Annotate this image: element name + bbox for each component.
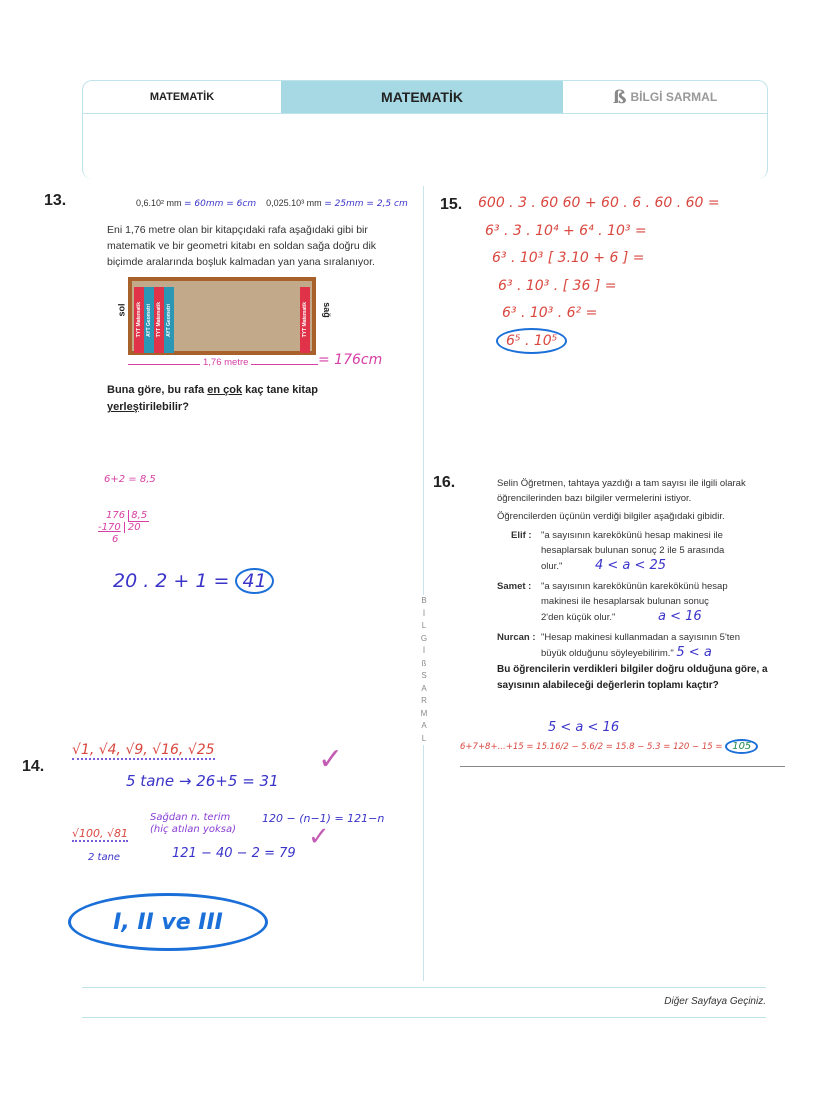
handwriting: 121 − 40 − 2 = 79: [172, 846, 296, 861]
statement-text: "a sayısının karekökünü hesap makinesi ile hesaplarsak bulunan sonuç 2 ile 5 arasında olur.": [541, 530, 725, 572]
q13-result: [113, 570, 274, 592]
book-spine-label: AYT Geometri: [166, 303, 172, 337]
student-statements: [497, 528, 777, 661]
book: [300, 287, 310, 353]
handwriting: 4 < a < 25: [594, 558, 667, 573]
book: [164, 287, 174, 353]
q-text: kaç tane kitap: [242, 384, 318, 396]
dividend: 176: [106, 510, 126, 521]
q-emphasis: yerleş: [107, 401, 139, 413]
student-name: Elif :: [511, 530, 532, 541]
brand: [563, 81, 767, 113]
given-2: 0,025.10³ mm: [266, 198, 322, 208]
divisor: 8,5: [128, 510, 149, 522]
brand-logo-icon: ß: [612, 86, 627, 108]
student-name: Samet :: [497, 581, 532, 592]
book: [154, 287, 164, 353]
handwriting: 2 tane: [88, 852, 121, 863]
question-number: 15.: [440, 196, 463, 213]
handwriting: √100, √81: [72, 827, 129, 840]
work-line: 6³ . 10³ [ 3.10 + 6 ] =: [492, 250, 645, 266]
remainder: 6: [112, 534, 119, 545]
statement-text: "a sayısının karekökünün karekökünü hesap makinesi ile hesaplarsak bulunan sonuç 2'den küçük olur.": [541, 581, 728, 623]
work-line: 6³ . 10³ . 6² =: [502, 305, 598, 321]
right-label: sağ: [321, 302, 332, 318]
handwriting: 20 . 2 + 1 =: [113, 570, 230, 592]
q13-given: [136, 195, 408, 212]
divider-text: B İ L G İ ß S A R M A L: [420, 596, 428, 743]
subject-tab-left: MATEMATİK: [149, 91, 215, 103]
answer-underline: [460, 766, 785, 767]
book-spine-label: TYT Matematik: [136, 302, 142, 338]
brand-name: BİLGİ SARMAL: [630, 90, 718, 104]
note-line: (hiç atılan yoksa): [150, 824, 237, 835]
note-line: Sağdan n. terim: [150, 812, 231, 823]
given-1: 0,6.10² mm: [136, 198, 182, 208]
intro-text: Öğrencilerden üçünün verdiği bilgiler aşağıdaki gibidir.: [497, 511, 725, 522]
student-name: Nurcan :: [497, 632, 536, 643]
answer: 6⁵ . 10⁵: [496, 328, 567, 354]
q-emphasis: en çok: [207, 384, 243, 396]
question-number: 13.: [44, 192, 67, 209]
note: [150, 812, 236, 836]
column-divider: [423, 186, 424, 981]
handwriting: 6+2 = 8,5: [104, 474, 156, 485]
q13-text: Eni 1,76 metre olan bir kitapçıdaki rafa aşağıdaki gibi bir matematik ve bir geometri kitabı en soldan sağa doğru dik biçimde aralarında boşluk kalmadan yan yana sıralanıyor.: [107, 224, 377, 268]
checkmark-icon: ✓: [308, 822, 330, 852]
handwriting: 6+7+8+...+15 = 15.16/2 − 5.6/2 = 15.8 − 5.3 = 120 − 15 =: [460, 742, 723, 752]
work-line: 600 . 3 . 60 60 + 60 . 6 . 60 . 60 =: [478, 195, 720, 211]
q16-sum: [460, 741, 758, 752]
checkmark-icon: ✓: [318, 742, 344, 777]
q16-question: Bu öğrencilerin verdikleri bilgiler doğru olduğuna göre, a sayısının alabileceği değerlerin toplamı kaçtır?: [497, 664, 768, 691]
work-line: 6³ . 3 . 10⁴ + 6⁴ . 10³ =: [485, 222, 647, 239]
handwriting: = 60mm = 6cm: [184, 199, 257, 209]
shelf-figure: [115, 277, 332, 357]
q-text: tirilebilir?: [138, 401, 189, 413]
handwriting: 120 − (n−1) = 121−n: [262, 812, 385, 825]
statement-elif: [511, 528, 777, 574]
handwriting: = 176cm: [318, 352, 383, 368]
book-spine-label: AYT Geometri: [146, 303, 152, 337]
q-text: Buna göre, bu rafa: [107, 384, 208, 396]
quotient: 20: [124, 522, 141, 533]
answer: I, II ve III: [68, 893, 268, 951]
book: [134, 287, 144, 353]
page-header: [82, 80, 768, 179]
question-number: 14.: [22, 758, 45, 775]
book-spine-label: TYT Matematik: [156, 302, 162, 338]
answer: 105: [725, 739, 758, 754]
subtrahend: -170: [98, 522, 121, 533]
statement-nurcan: [497, 630, 777, 661]
long-division: [98, 510, 149, 546]
subject-tab-center: MATEMATİK: [281, 81, 563, 113]
answer: 41: [235, 568, 273, 594]
q13-question: [107, 382, 347, 416]
handwriting: 5 tane → 26+5 = 31: [126, 772, 279, 790]
book-spine-label: TYT Matematik: [302, 302, 308, 338]
handwriting: 5 < a: [676, 645, 712, 660]
book: [144, 287, 154, 353]
intro-text: Selin Öğretmen, tahtaya yazdığı a tam sayısı ile ilgili olarak öğrencilerinden bazı bilgiler vermelerini istiyor.: [497, 478, 746, 504]
footer-line: [82, 1017, 766, 1018]
handwriting: √1, √4, √9, √16, √25: [72, 742, 215, 758]
q15-work: [478, 190, 720, 355]
statement-text: "Hesap makinesi kullanmadan a sayısının 5'ten büyük olduğunu söyleyebilirim.": [541, 632, 740, 659]
footer-line: [82, 987, 766, 988]
shelf: [128, 277, 316, 355]
left-label: sol: [116, 303, 127, 317]
question-number: 16.: [433, 474, 456, 491]
next-page-note: Diğer Sayfaya Geçiniz.: [664, 996, 766, 1007]
q16-intro: [497, 476, 757, 524]
handwriting: a < 16: [658, 609, 702, 624]
handwriting: 5 < a < 16: [548, 720, 620, 735]
work-line: 6³ . 10³ . [ 36 ] =: [498, 277, 617, 294]
statement-samet: [497, 579, 777, 625]
divider-watermark: [419, 595, 429, 745]
measure-label: 1,76 metre: [200, 357, 251, 368]
handwriting: = 25mm = 2,5 cm: [324, 199, 408, 209]
